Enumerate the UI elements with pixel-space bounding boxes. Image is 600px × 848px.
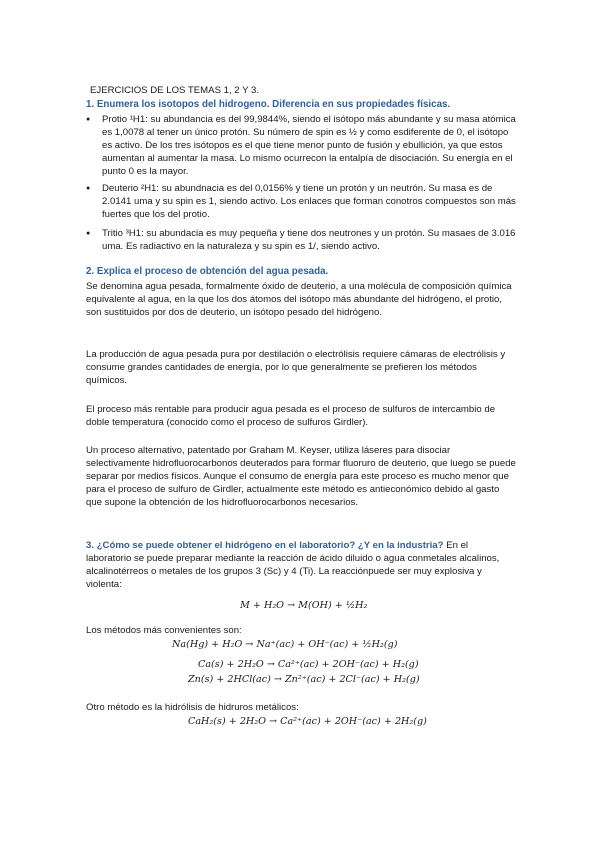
q2-paragraph-2: La producción de agua pesada pura por destilación o electrólisis requiere cámaras de electrólisis y consume grandes cantidades de energía, por lo que generalmente se prefieren los métodos químicos. bbox=[86, 349, 506, 386]
q1-heading: 1. Enumera los isotopos del hidrogeno. Diferencia en sus propiedades físicas. bbox=[86, 99, 451, 110]
equation-calcium: Ca(s) + 2H₂O → Ca²⁺(ac) + 2OH⁻(ac) + H₂(g) bbox=[198, 659, 419, 670]
isotopes-list bbox=[86, 113, 516, 253]
other-method-label: Otro método es la hidrólisis de hidruros metálicos: bbox=[86, 702, 299, 713]
list-item-protio: ● Protio ¹H1: su abundancia es del 99,9844%, siendo el isótopo más abundante y su masa atómica es 1,0078 al tener un único protón. Su número de spin es ½ y como esdiferente de 0, el isótopo es activo. De los tres isótopos es el que tiene menor punto de fusión y ebullición, ya que estos aumentan al aumentar la masa. Lo mismo ocurrecon la entalpía de disociación. Su energía en el punto 0 es la mayor. bbox=[86, 113, 516, 180]
list-item-tritio: ● Tritio ³H1: su abundacia es muy pequeña y tiene dos neutrones y un protón. Su masaes de 3.016 uma. Es radiactivo en la naturaleza y su spin es 1/, siendo activo. bbox=[86, 227, 516, 253]
document-title: EJERCICIOS DE LOS TEMAS 1, 2 Y 3. bbox=[90, 85, 260, 96]
equation-calcium-hydride: CaH₂(s) + 2H₂O → Ca²⁺(ac) + 2OH⁻(ac) + 2H₂(g) bbox=[188, 716, 427, 727]
q2-heading: 2. Explica el proceso de obtención del agua pesada. bbox=[86, 266, 329, 277]
equation-sodium-amalgam: Na(Hg) + H₂O → Na⁺(ac) + OH⁻(ac) + ½H₂(g) bbox=[172, 639, 398, 650]
q3-intro: En el laboratorio se puede preparar mediante la reacción de ácido diluido o agua conmetales alcalinos, alcalinotérreos o metales de los grupos 3 (Sc) y 4 (Ti). La reacciónpuede ser muy explosiva y violenta: bbox=[86, 540, 500, 590]
methods-label: Los métodos más convenientes son: bbox=[86, 625, 242, 636]
q3-heading: 3. ¿Cómo se puede obtener el hidrógeno en el laboratorio? ¿Y en la industria? bbox=[86, 540, 444, 551]
q2-paragraph-3: El proceso más rentable para producir agua pesada es el proceso de sulfuros de intercambio de doble temperatura (conocido como el proceso de sulfuros Girdler). bbox=[86, 404, 496, 428]
equation-general: M + H₂O → M(OH) + ½H₂ bbox=[240, 600, 368, 611]
q2-paragraph-1: Se denomina agua pesada, formalmente óxido de deuterio, a una molécula de composición química equivalente al agua, en la que los dos átomos del isótopo más abundante del hidrógeno, el protio, son sustituidos por dos de deuterio, un isótopo pesado del hidrógeno. bbox=[86, 281, 512, 318]
equation-zinc: Zn(s) + 2HCl(ac) → Zn²⁺(ac) + 2Cl⁻(ac) + H₂(g) bbox=[188, 674, 420, 685]
list-item-deuterio: ● Deuterio ²H1: su abundnacia es del 0,0156% y tiene un protón y un neutrón. Su masa es de 2.0141 uma y su spin es 1, siendo activo. Los enlaces que forman conotros compuestos son más fuertes que los del protio. bbox=[86, 182, 516, 225]
q3-block bbox=[86, 539, 516, 591]
q2-paragraph-4: Un proceso alternativo, patentado por Graham M. Keyser, utiliza láseres para disociar selectivamente hidrofluorocarbonos deuterados para formar fluoruro de deuterio, que luego se puede separar por medios físicos. Aunque el consumo de energía para este proceso es mucho menor que para el proceso de sulfuro de Girdler, actualmente este método es antieconómico debido al gasto que supone la obtención de los hidrofluorocarbonos necesarios. bbox=[86, 445, 516, 508]
